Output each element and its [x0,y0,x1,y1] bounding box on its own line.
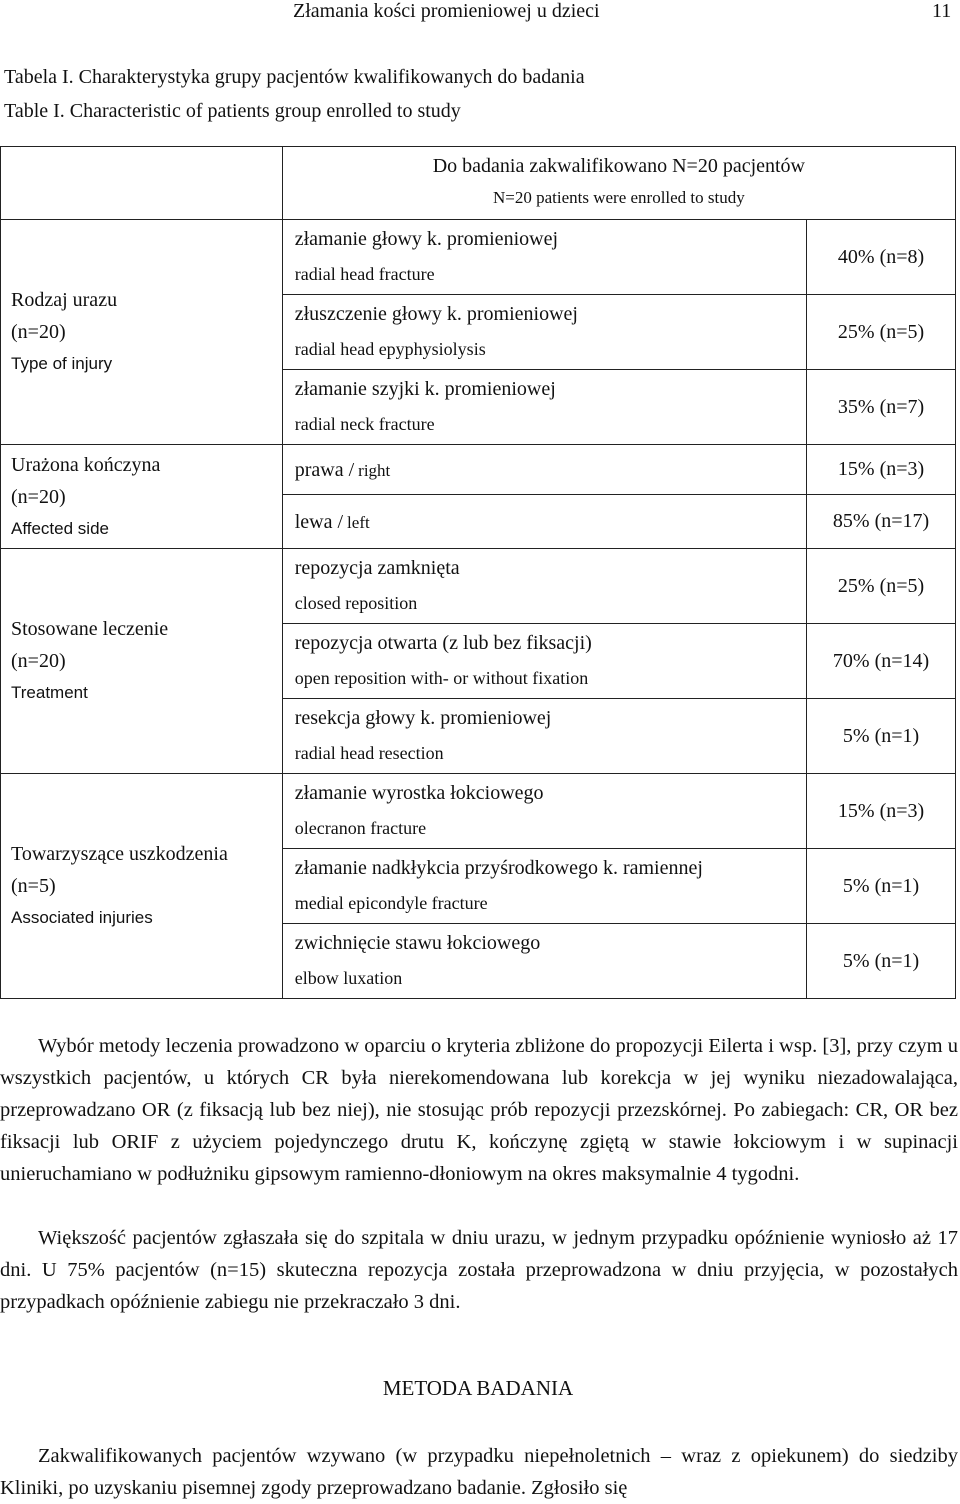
paragraph-text: Wybór metody leczenia prowadzono w oparciu o kryteria zbliżone do propozycji Eilerta i wsp. [3], przy czym u wszystkich pacjentów, u których CR była nierekomendowana lub korekcja w jej wyniku niezadowalająca, przeprowadzano OR (z fiksacją lub bez niej), nie stosując prób repozycji przezskórnej. Po zabiegach: CR, OR bez fiksacji lub ORIF z użyciem pojedynczego drutu K, kończynę zgiętą w stawie łokciowym i w supinacji unieruchamiano w podłużniku gipsowym ramienno-dłoniowym na okres maksymalnie 4 tygodni. [0,1035,958,1185]
value-cell: 15% (n=3) [807,445,956,495]
item-pl: lewa / [294,510,344,533]
section-label-n: (n=5) [11,875,56,897]
item-cell [282,295,806,370]
patients-table [0,146,956,999]
value-cell: 85% (n=17) [807,495,956,549]
item-pl: zwichnięcie stawu łokciowego [294,932,541,954]
item-en: radial head epyphysiolysis [294,339,486,359]
section-label-n: (n=20) [11,321,66,343]
column-header-pl: Do badania zakwalifikowano N=20 pacjentów [432,155,805,177]
value-cell: 5% (n=1) [807,699,956,774]
table-row [1,774,956,849]
item-en: radial head resection [294,743,444,763]
item-pl: złamanie wyrostka łokciowego [294,782,544,804]
section-label-associated [1,774,283,999]
item-cell [282,624,806,699]
running-title: Złamania kości promieniowej u dzieci [293,0,600,22]
item-cell [282,774,806,849]
item-pl: prawa / [294,458,355,481]
section-label-en: Type of injury [11,354,113,373]
item-pl: złamanie głowy k. promieniowej [294,228,558,250]
column-header-en: N=20 patients were enrolled to study [492,188,745,207]
item-en: closed reposition [294,593,418,613]
item-en: open reposition with- or without fixation [294,668,589,688]
item-en: left [347,512,370,532]
value-cell: 70% (n=14) [807,624,956,699]
section-label-n: (n=20) [11,650,66,672]
page-number: 11 [932,0,952,22]
body-paragraph [0,1222,958,1318]
item-cell [282,699,806,774]
table-caption-en: Table I. Characteristic of patients group enrolled to study [4,100,461,122]
item-cell [282,445,806,495]
table-row [1,549,956,624]
paragraph-text: Większość pacjentów zgłaszała się do szpitala w dniu urazu, w jednym przypadku opóźnienie wyniosło aż 17 dni. U 75% pacjentów (n=15) skuteczna repozycja została przeprowadzona w dniu przyjęcia, w pozostałych przypadkach opóźnienie zabiegu nie przekraczało 3 dni. [0,1227,958,1313]
section-label-en: Treatment [11,683,88,702]
section-label-treatment [1,549,283,774]
table-caption-pl: Tabela I. Charakterystyka grupy pacjentów kwalifikowanych do badania [4,66,585,88]
item-en: right [358,460,391,480]
item-en: olecranon fracture [294,818,427,838]
body-paragraph [0,1030,958,1190]
item-cell [282,549,806,624]
value-cell: 35% (n=7) [807,370,956,445]
value-cell: 5% (n=1) [807,849,956,924]
item-cell [282,220,806,295]
running-header [0,0,960,26]
column-header [282,147,955,220]
item-en: radial head fracture [294,264,435,284]
item-cell [282,370,806,445]
section-label-n: (n=20) [11,485,66,508]
table-row [1,220,956,295]
item-cell [282,495,806,549]
section-label-pl: Urażona kończyna [11,453,161,476]
item-pl: resekcja głowy k. promieniowej [294,707,552,729]
value-cell: 25% (n=5) [807,295,956,370]
section-label-pl: Stosowane leczenie [11,618,169,640]
section-label-en: Associated injuries [11,908,153,927]
value-cell: 25% (n=5) [807,549,956,624]
item-pl: złuszczenie głowy k. promieniowej [294,303,578,325]
item-en: medial epicondyle fracture [294,893,488,913]
value-cell: 5% (n=1) [807,924,956,999]
item-pl: złamanie szyjki k. promieniowej [294,378,556,400]
table-header-row [1,147,956,220]
section-label-pl: Towarzyszące uszkodzenia [11,843,228,865]
section-label-side [1,445,283,549]
item-pl: repozycja otwarta (z lub bez fiksacji) [294,632,592,654]
item-pl: złamanie nadkłykcia przyśrodkowego k. ramiennej [294,857,703,879]
section-heading: METODA BADANIA [382,1376,574,1400]
item-en: elbow luxation [294,968,403,988]
paragraph-text: Zakwalifikowanych pacjentów wzywano (w przypadku niepełnoletnich – wraz z opiekunem) do siedziby Kliniki, po uzyskaniu pisemnej zgody przeprowadzano badanie. Zgłosiło się [0,1445,958,1499]
item-en: radial neck fracture [294,414,435,434]
value-cell: 40% (n=8) [807,220,956,295]
section-label-pl: Rodzaj urazu [11,289,118,311]
section-label-en: Affected side [11,518,109,538]
body-paragraph [0,1440,958,1504]
item-pl: repozycja zamknięta [294,557,460,579]
blank-corner [1,147,283,220]
item-cell [282,924,806,999]
section-label-injury [1,220,283,445]
item-cell [282,849,806,924]
table-row [1,445,956,495]
value-cell: 15% (n=3) [807,774,956,849]
